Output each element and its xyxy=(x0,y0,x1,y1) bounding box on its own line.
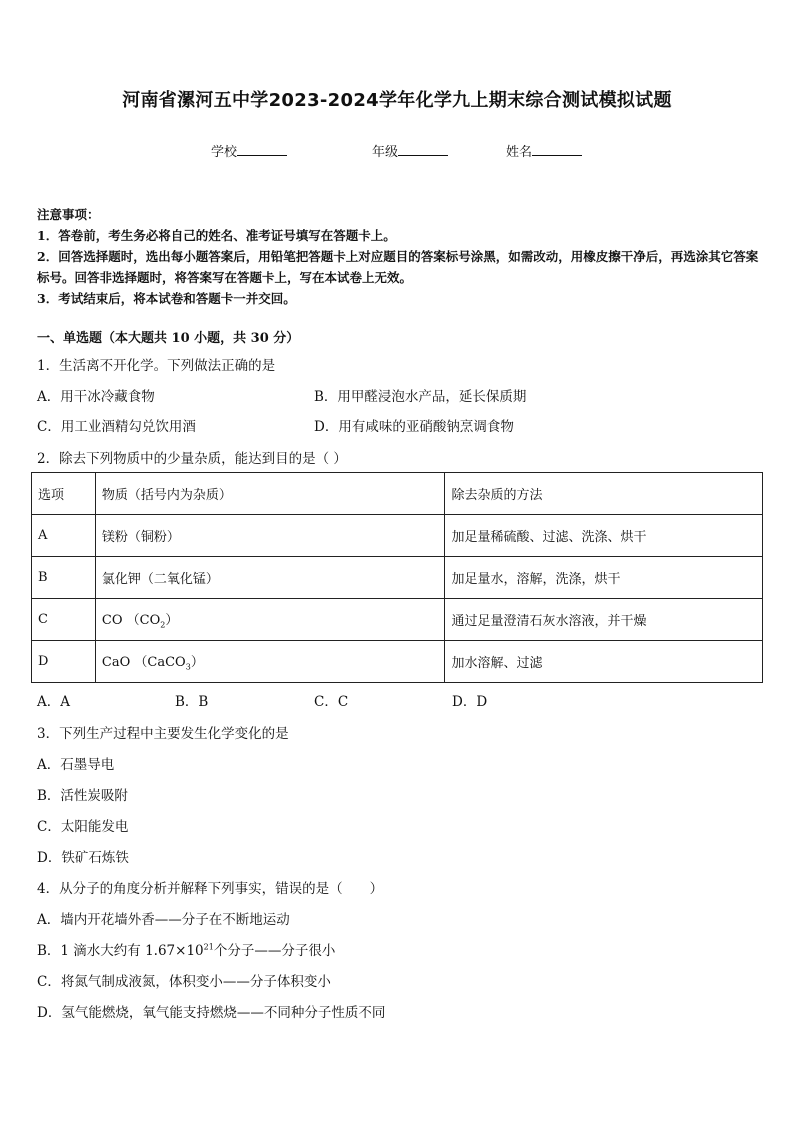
question-2-option-a: A．A xyxy=(37,694,70,710)
grade-field xyxy=(372,141,448,160)
exam-title: 河南省漯河五中学2023-2024学年化学九上期末综合测试模拟试题 xyxy=(122,90,672,111)
name-blank xyxy=(532,143,582,156)
option-b-text-end: 个分子——分子很小 xyxy=(213,943,336,959)
table-header-row xyxy=(32,473,763,515)
question-4-option-a: A．墙内开花墙外香——分子在不断地运动 xyxy=(37,912,290,928)
table-row xyxy=(32,599,763,641)
formula-subscript: 3 xyxy=(185,662,191,672)
name-label: 姓名 xyxy=(506,145,533,160)
notice-heading: 注意事项： xyxy=(37,207,100,222)
notice-item: 1．答卷前，考生务必将自己的姓名、准考证号填写在答题卡上。 xyxy=(37,228,396,243)
question-3-option-a: A．石墨导电 xyxy=(37,757,115,773)
question-4-option-d: D．氢气能燃烧，氧气能支持燃烧——不同种分子性质不同 xyxy=(37,1005,386,1021)
school-blank xyxy=(237,143,287,156)
table-cell: 通过足量澄清石灰水溶液，并干燥 xyxy=(445,599,763,641)
notice-item: 2．回答选择题时，选出每小题答案后，用铅笔把答题卡上对应题目的答案标号涂黑，如需改动，用橡皮擦干净后，再选涂其它答案标号。回答非选择题时，将答案写在答题卡上，写在本试卷上无效。 xyxy=(37,249,759,285)
exponent: 21 xyxy=(203,942,214,952)
table-cell-formula xyxy=(95,641,445,683)
question-1-option-d: D．用有咸味的亚硝酸钠烹调食物 xyxy=(314,419,514,435)
question-4-stem: 4．从分子的角度分析并解释下列事实，错误的是（ ） xyxy=(37,881,384,897)
notice-item: 3．考试结束后，将本试卷和答题卡一并交回。 xyxy=(37,291,296,306)
table-cell-formula xyxy=(95,599,445,641)
question-3-option-b: B．活性炭吸附 xyxy=(37,788,128,804)
school-field xyxy=(211,141,287,160)
table-cell: 加足量稀硫酸、过滤、洗涤、烘干 xyxy=(445,515,763,557)
formula-end: ） xyxy=(190,655,204,671)
question-4-option-c: C．将氮气制成液氮，体积变小——分子体积变小 xyxy=(37,974,331,990)
question-1-stem: 1．生活离不开化学。下列做法正确的是 xyxy=(37,358,276,374)
table-row xyxy=(32,557,763,599)
table-header-cell: 物质（括号内为杂质） xyxy=(95,473,445,515)
question-2-option-b: B．B xyxy=(175,694,209,710)
question-1-option-b: B．用甲醛浸泡水产品，延长保质期 xyxy=(314,389,527,405)
formula-subscript: 2 xyxy=(160,620,166,630)
section-heading: 一、单选题（本大题共 10 小题，共 30 分） xyxy=(37,331,300,346)
question-1-option-c: C．用工业酒精勾兑饮用酒 xyxy=(37,419,196,435)
question-2-stem: 2．除去下列物质中的少量杂质，能达到目的是（ ） xyxy=(37,451,347,467)
table-cell: 加水溶解、过滤 xyxy=(445,641,763,683)
question-3-option-c: C．太阳能发电 xyxy=(37,819,129,835)
question-1-option-a: A．用干冰冷藏食物 xyxy=(37,389,155,405)
table-cell: 镁粉（铜粉） xyxy=(95,515,445,557)
name-field xyxy=(506,141,582,160)
table-cell: B xyxy=(32,557,96,599)
grade-blank xyxy=(398,143,448,156)
impurity-table xyxy=(31,472,763,683)
table-cell: 加足量水，溶解，洗涤，烘干 xyxy=(445,557,763,599)
formula-end: ） xyxy=(165,613,179,629)
notice-block xyxy=(37,204,759,309)
table-cell: A xyxy=(32,515,96,557)
question-4-option-b xyxy=(37,939,335,959)
table-cell: C xyxy=(32,599,96,641)
question-2-option-c: C．C xyxy=(314,694,349,710)
formula-text: CO （CO xyxy=(101,613,161,629)
table-cell: D xyxy=(32,641,96,683)
school-label: 学校 xyxy=(211,145,238,160)
table-header-cell: 选项 xyxy=(32,473,96,515)
question-2-option-d: D．D xyxy=(452,694,488,710)
option-b-text: B．1 滴水大约有 1.67×10 xyxy=(37,943,204,959)
table-cell: 氯化钾（二氧化锰） xyxy=(95,557,445,599)
question-3-stem: 3．下列生产过程中主要发生化学变化的是 xyxy=(37,726,289,742)
table-row xyxy=(32,641,763,683)
grade-label: 年级 xyxy=(372,145,399,160)
table-header-cell: 除去杂质的方法 xyxy=(445,473,763,515)
table-row xyxy=(32,515,763,557)
question-3-option-d: D．铁矿石炼铁 xyxy=(37,850,129,866)
formula-text: CaO （CaCO xyxy=(101,655,186,671)
